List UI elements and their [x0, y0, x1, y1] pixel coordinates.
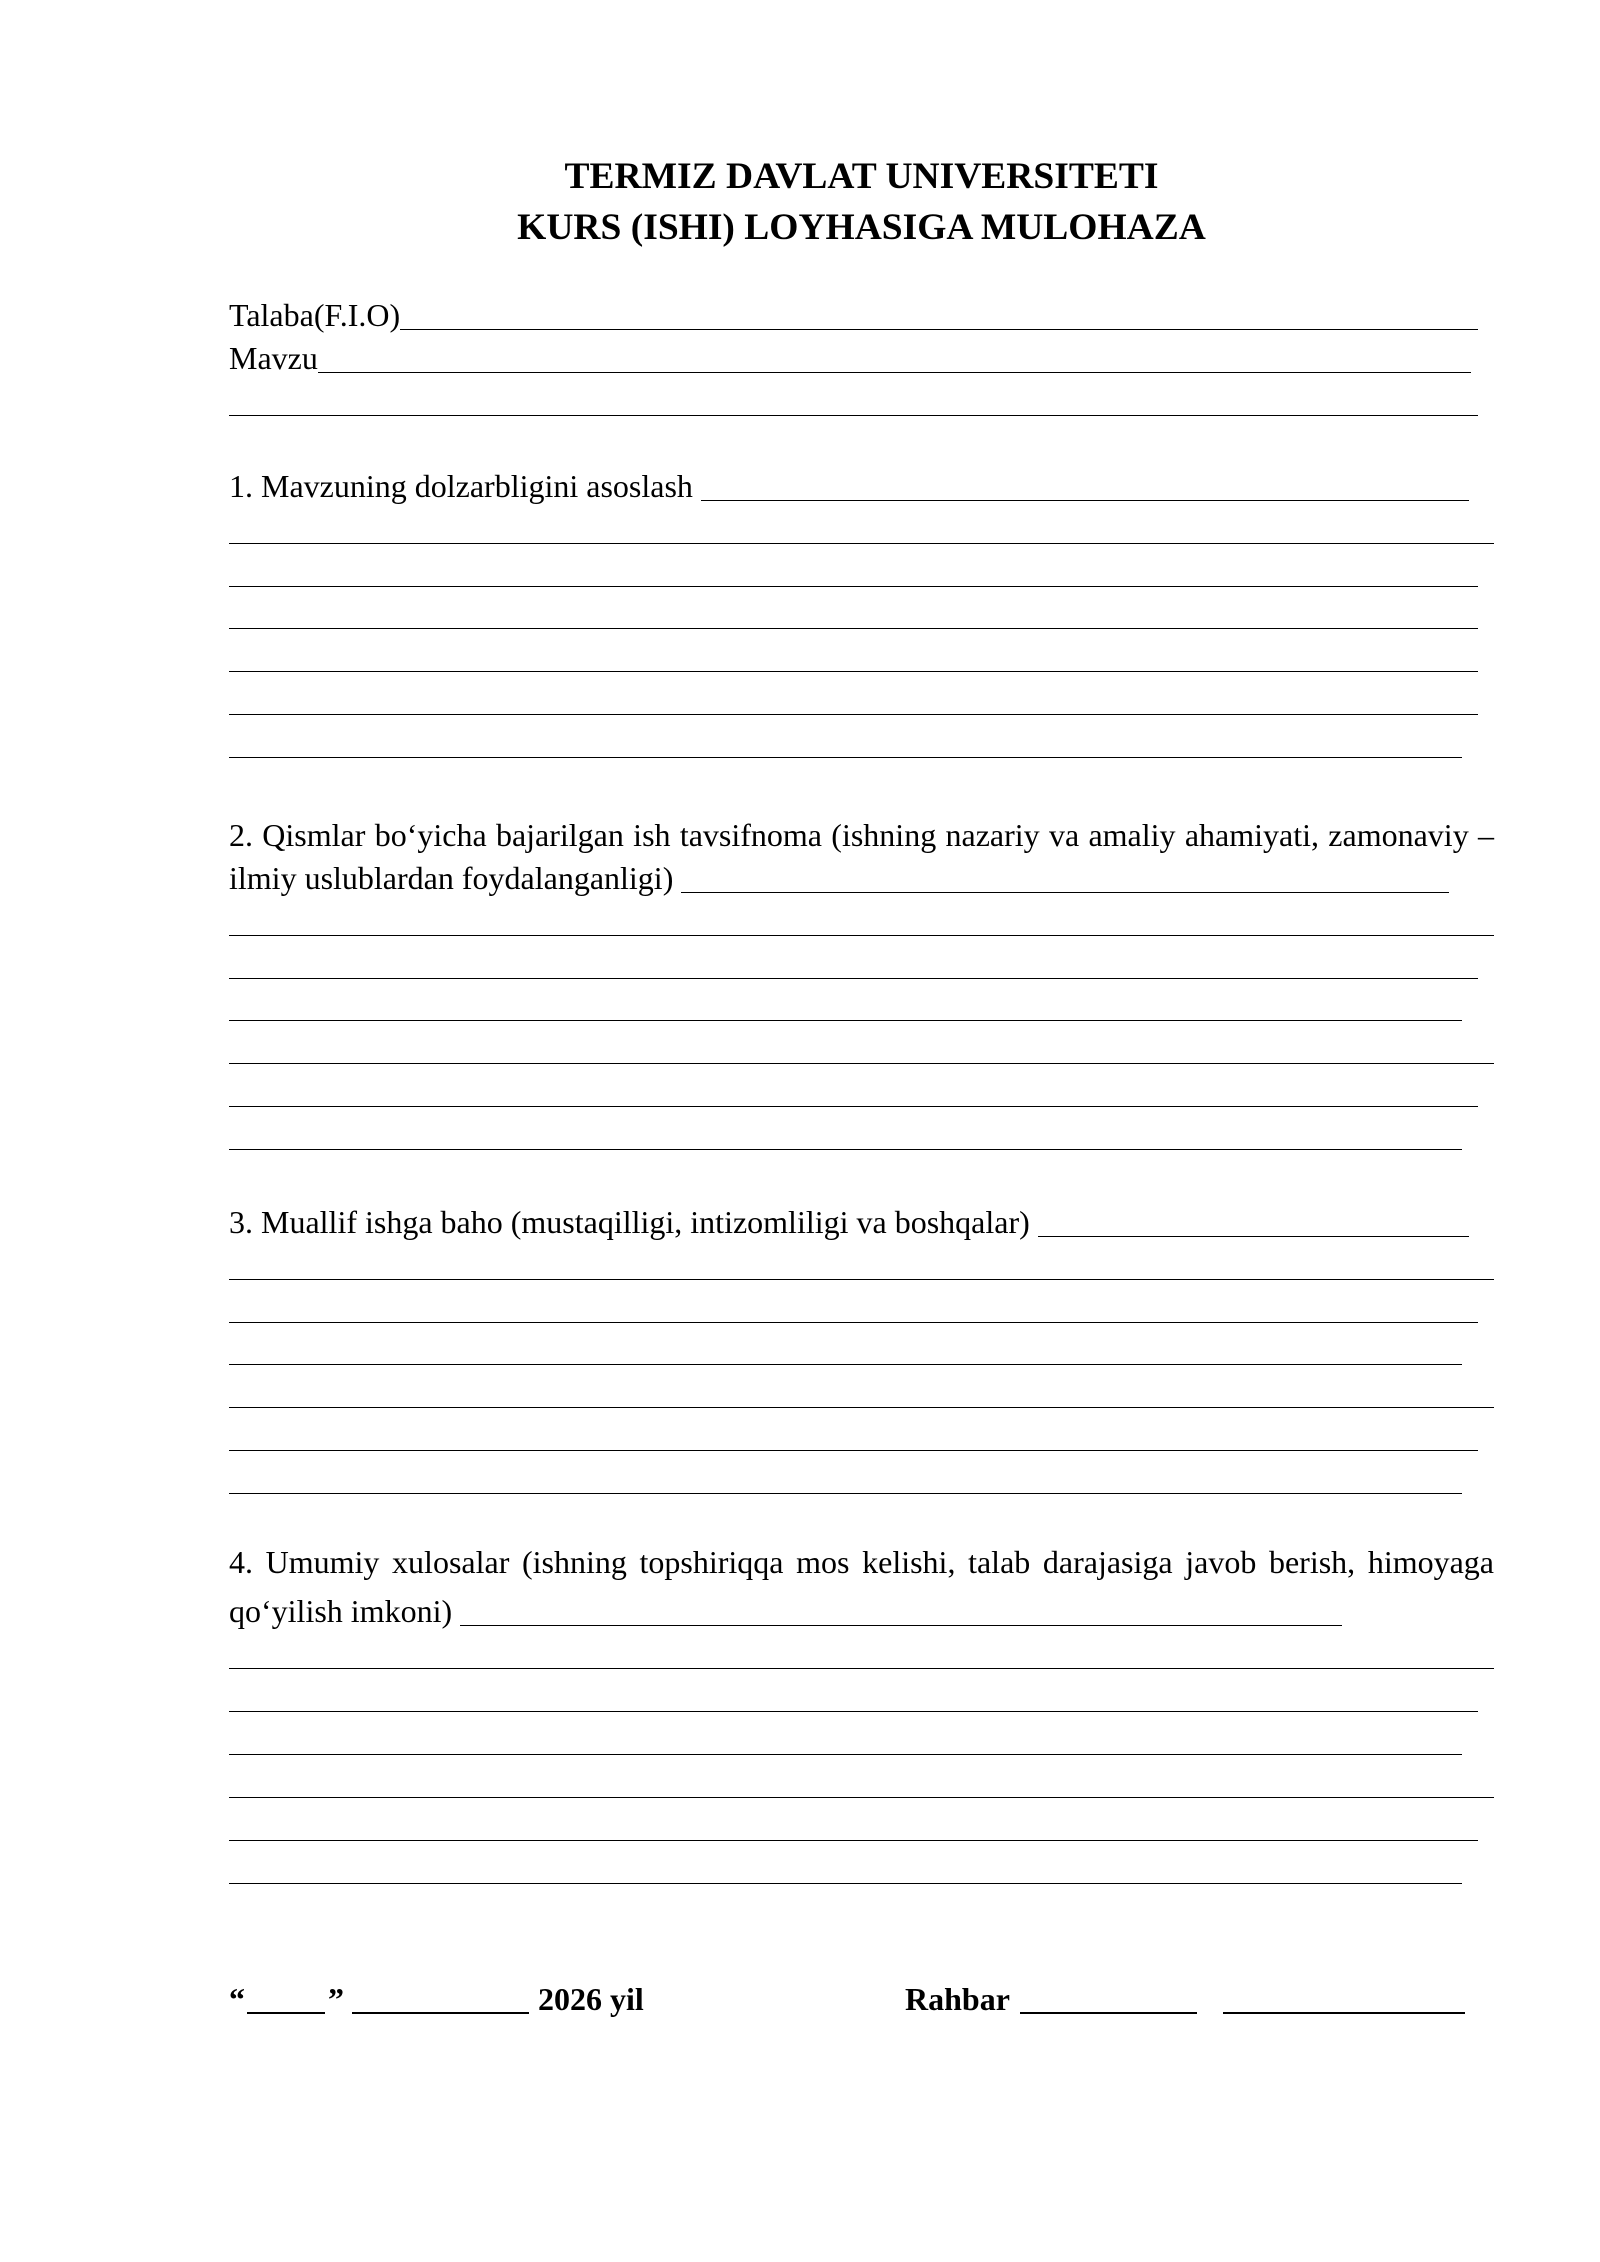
topic-field	[229, 333, 1471, 376]
question-3-text: 3. Muallif ishga baho (mustaqilligi, intizomliligi va boshqalar)	[229, 1204, 1030, 1240]
date-close-quote: ”	[328, 1981, 344, 2017]
answer-line	[229, 1407, 1494, 1408]
question-4-line-1	[229, 1537, 1494, 1580]
answer-line	[229, 1063, 1494, 1064]
answer-line	[229, 757, 1462, 758]
answer-line	[229, 1450, 1478, 1451]
question-4-text-continued: qo‘yilish imkoni)	[229, 1593, 453, 1629]
answer-line	[460, 1625, 1342, 1626]
document-header	[229, 151, 1494, 253]
answer-row	[229, 1844, 1462, 1884]
answer-row	[229, 1715, 1462, 1755]
question-1	[229, 461, 1469, 504]
answer-line	[229, 671, 1478, 672]
answer-row	[229, 632, 1478, 672]
answer-line	[229, 1840, 1478, 1841]
answer-row	[229, 939, 1478, 979]
question-4-line-2	[229, 1586, 1342, 1629]
answer-row	[229, 1758, 1494, 1798]
answer-row	[229, 1067, 1478, 1107]
answer-line	[229, 1149, 1462, 1150]
answer-line	[229, 935, 1494, 936]
year-label: 2026 yil	[538, 1981, 644, 2017]
answer-line	[229, 1322, 1478, 1323]
answer-line	[229, 415, 1478, 416]
answer-row	[229, 718, 1462, 758]
question-3	[229, 1197, 1469, 1240]
month-blank-line	[352, 2012, 529, 2014]
answer-line	[400, 329, 1478, 330]
supervisor-label: Rahbar	[905, 1981, 1010, 2017]
answer-row	[229, 1325, 1462, 1365]
answer-row	[229, 1411, 1478, 1451]
answer-line	[229, 543, 1494, 544]
answer-row	[229, 1110, 1462, 1150]
answer-line	[229, 1754, 1462, 1755]
question-2-line-1	[229, 810, 1494, 853]
answer-row	[229, 675, 1478, 715]
answer-row	[229, 547, 1478, 587]
answer-row	[229, 1672, 1478, 1712]
answer-row	[229, 589, 1478, 629]
question-2-line-2	[229, 853, 1449, 896]
student-name-field	[229, 290, 1478, 333]
signature-row	[0, 1974, 1600, 2017]
answer-line	[229, 1279, 1494, 1280]
answer-row	[229, 1454, 1462, 1494]
answer-line	[229, 1711, 1478, 1712]
question-1-text: 1. Mavzuning dolzarbligini asoslash	[229, 468, 693, 504]
supervisor-signature-line	[1020, 2012, 1197, 2014]
answer-row	[229, 1283, 1478, 1323]
university-name: TERMIZ DAVLAT UNIVERSITETI	[564, 156, 1159, 197]
question-2-text: 2. Qismlar bo‘yicha bajarilgan ish tavsifnoma (ishning nazariy va amaliy ahamiyati, zamonaviy –	[229, 817, 1494, 853]
answer-line	[318, 372, 1471, 373]
form-title: KURS (ISHI) LOYHASIGA MULOHAZA	[517, 207, 1206, 248]
answer-row	[229, 1629, 1494, 1669]
answer-line	[1038, 1236, 1469, 1237]
answer-line	[229, 714, 1478, 715]
answer-line	[229, 1106, 1478, 1107]
answer-row	[229, 1024, 1494, 1064]
answer-row	[229, 981, 1462, 1021]
answer-line	[229, 1668, 1494, 1669]
answer-row	[229, 896, 1494, 936]
answer-line	[229, 628, 1478, 629]
answer-line	[229, 1883, 1462, 1884]
answer-line	[229, 1797, 1494, 1798]
question-2-text-continued: ilmiy uslublardan foydalanganligi)	[229, 860, 674, 896]
answer-line	[681, 892, 1449, 893]
answer-row	[229, 1240, 1494, 1280]
answer-row	[229, 1368, 1494, 1408]
supervisor-name-line	[1223, 2012, 1465, 2014]
answer-line	[229, 978, 1478, 979]
question-4-text: 4. Umumiy xulosalar (ishning topshiriqqa mos kelishi, talab darajasiga javob berish, himoyaga	[229, 1544, 1494, 1580]
answer-row	[229, 1801, 1478, 1841]
answer-line	[229, 1364, 1462, 1365]
answer-line	[229, 1020, 1462, 1021]
answer-line	[229, 586, 1478, 587]
date-open-quote: “	[229, 1981, 245, 2017]
topic-continuation-line	[229, 376, 1478, 416]
answer-line	[229, 1493, 1462, 1494]
answer-row	[229, 504, 1494, 544]
day-blank-line	[247, 2012, 325, 2014]
topic-label: Mavzu	[229, 340, 318, 376]
student-label: Talaba(F.I.O)	[229, 297, 401, 333]
answer-line	[701, 500, 1469, 501]
